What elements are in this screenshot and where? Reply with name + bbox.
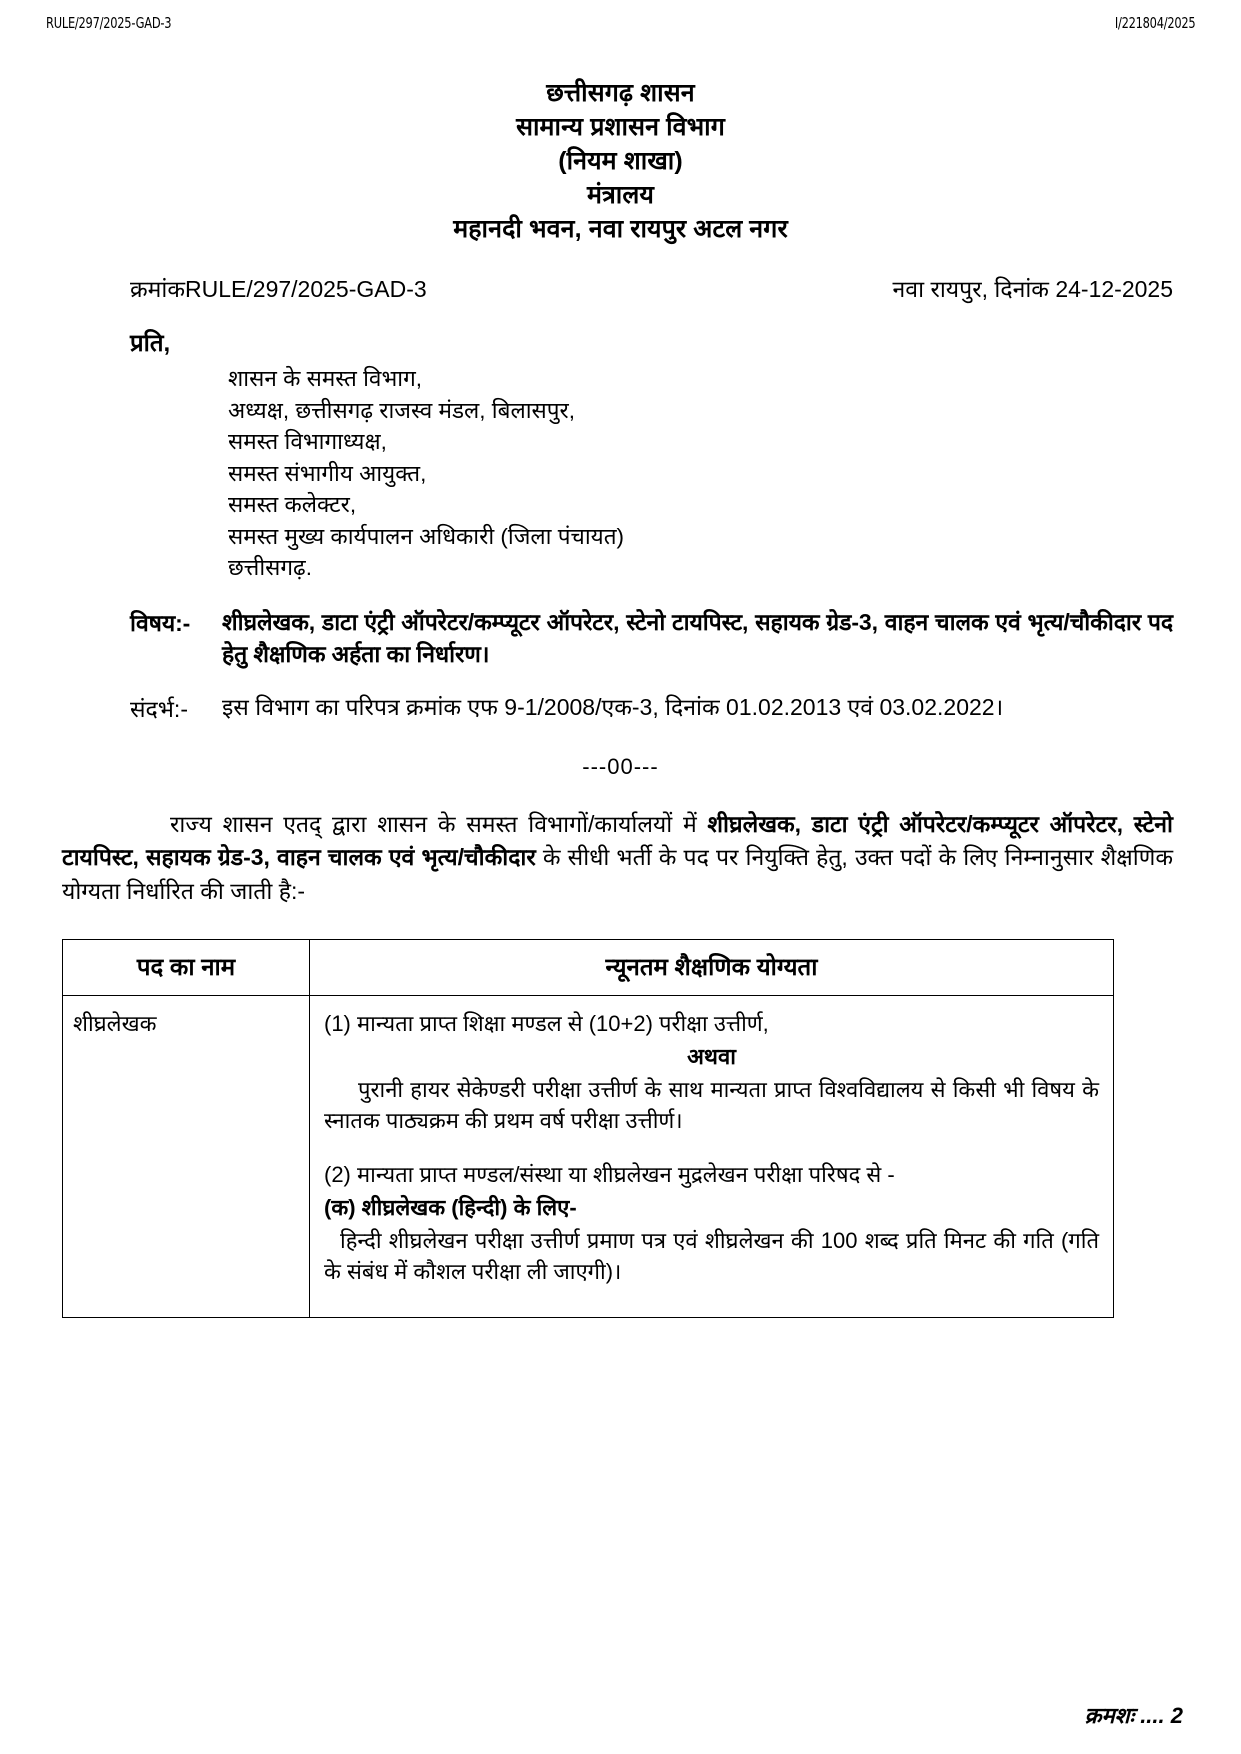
letterhead-line-5: महानदी भवन, नवा रायपुर अटल नगर bbox=[453, 215, 788, 243]
memo-number bbox=[130, 272, 427, 304]
place-and-date: नवा रायपुर, दिनांक 24-12-2025 bbox=[892, 276, 1173, 302]
letterhead-line-4: मंत्रालय bbox=[586, 181, 655, 209]
running-header-right: I/221804/2025 bbox=[1114, 14, 1196, 32]
table-cell-post-name: शीघ्रलेखक bbox=[63, 995, 310, 1318]
letterhead-line-2: सामान्य प्रशासन विभाग bbox=[516, 113, 725, 141]
qualification-point-2: (2) मान्यता प्राप्त मण्डल/संस्था या शीघ्रलेखन मुद्रलेखन परीक्षा परिषद से - bbox=[324, 1161, 895, 1187]
addressee-item: छत्तीसगढ़. bbox=[228, 555, 312, 580]
body-paragraph bbox=[46, 808, 1195, 909]
subject-row bbox=[46, 606, 1195, 670]
addressee-item: समस्त विभागाध्यक्ष, bbox=[228, 429, 387, 454]
memo-number-value: RULE/297/2025-GAD-3 bbox=[185, 276, 427, 302]
table-cell-qualification bbox=[310, 995, 1114, 1318]
subject-label: विषय:- bbox=[130, 609, 191, 636]
addressee-item: समस्त कलेक्टर, bbox=[228, 492, 357, 517]
running-header-left: RULE/297/2025-GAD-3 bbox=[46, 14, 172, 32]
letterhead bbox=[46, 76, 1195, 246]
addressee-item: अध्यक्ष, छत्तीसगढ़ राजस्व मंडल, बिलासपुर, bbox=[228, 397, 575, 423]
qualification-point-1: (1) मान्यता प्राप्त शिक्षा मण्डल से (10+2) परीक्षा उत्तीर्ण, bbox=[324, 1010, 769, 1036]
addressee-list bbox=[228, 363, 1195, 584]
qualification-table bbox=[62, 939, 1114, 1319]
qualification-subpoint-k-heading: (क) शीघ्रलेखक (हिन्दी) के लिए- bbox=[324, 1194, 577, 1220]
table-header-row bbox=[63, 939, 1114, 995]
addressee-item: शासन के समस्त विभाग, bbox=[228, 366, 423, 391]
reference-text: इस विभाग का परिपत्र क्रमांक एफ 9-1/2008/एक-3, दिनांक 01.02.2013 एवं 03.02.2022। bbox=[222, 693, 1004, 720]
body-paragraph-part-2: के सीधी भर्ती के पद पर नियुक्ति हेतु, उक्त पदों के लिए निम्नानुसार शैक्षणिक योग्यता निर्धारित की जाती है:- bbox=[62, 844, 1173, 905]
qualification-spacer bbox=[324, 1139, 1099, 1159]
running-header bbox=[46, 14, 1195, 32]
body-paragraph-post-names: शीघ्रलेखक, डाटा एंट्री ऑपरेटर/कम्प्यूटर ऑपरेटर, स्टेनो टायपिस्ट, सहायक ग्रेड-3, वाहन चालक एवं भृत्य/चौकीदार bbox=[62, 810, 1173, 871]
page-continued-footer: क्रमशः .... 2 bbox=[1084, 1703, 1183, 1728]
addressee-item: समस्त संभागीय आयुक्त, bbox=[228, 460, 427, 486]
addressee-item: समस्त मुख्य कार्यपालन अधिकारी (जिला पंचायत) bbox=[228, 523, 625, 549]
reference-row bbox=[46, 692, 1195, 724]
subject-text: शीघ्रलेखक, डाटा एंट्री ऑपरेटर/कम्प्यूटर ऑपरेटर, स्टेनो टायपिस्ट, सहायक ग्रेड-3, वाहन चालक एवं भृत्य/चौकीदार पद हेतु शैक्षणिक अर्हता का निर्धारण। bbox=[222, 608, 1173, 667]
qualification-point-1-alt: पुरानी हायर सेकेण्डरी परीक्षा उत्तीर्ण के साथ मान्यता प्राप्त विश्वविद्यालय से किसी भी विषय के स्नातक पाठ्यक्रम की प्रथम वर्ष परीक्षा उत्तीर्ण। bbox=[324, 1077, 1099, 1134]
table-row bbox=[63, 995, 1114, 1318]
letterhead-line-3: (नियम शाखा) bbox=[558, 147, 683, 175]
memo-reference-line bbox=[46, 272, 1195, 304]
memo-number-label: क्रमांक bbox=[130, 276, 186, 302]
table-header-qualification: न्यूनतम शैक्षणिक योग्यता bbox=[310, 939, 1114, 995]
reference-label: संदर्भ:- bbox=[130, 695, 188, 722]
to-label: प्रति, bbox=[130, 330, 171, 357]
section-separator: ---00--- bbox=[582, 753, 659, 779]
qualification-alternative-label: अथवा bbox=[687, 1043, 736, 1069]
table-header-post-name: पद का नाम bbox=[63, 939, 310, 995]
letterhead-line-1: छत्तीसगढ़ शासन bbox=[546, 79, 695, 107]
body-paragraph-part-1: राज्य शासन एतद् द्वारा शासन के समस्त विभागों/कार्यालयों में bbox=[170, 810, 708, 837]
qualification-subpoint-k-body: हिन्दी शीघ्रलेखन परीक्षा उत्तीर्ण प्रमाण पत्र एवं शीघ्रलेखन की 100 शब्द प्रति मिनट की गति (गति के संबंध में कौशल परीक्षा ली जाएगी)। bbox=[324, 1228, 1099, 1285]
